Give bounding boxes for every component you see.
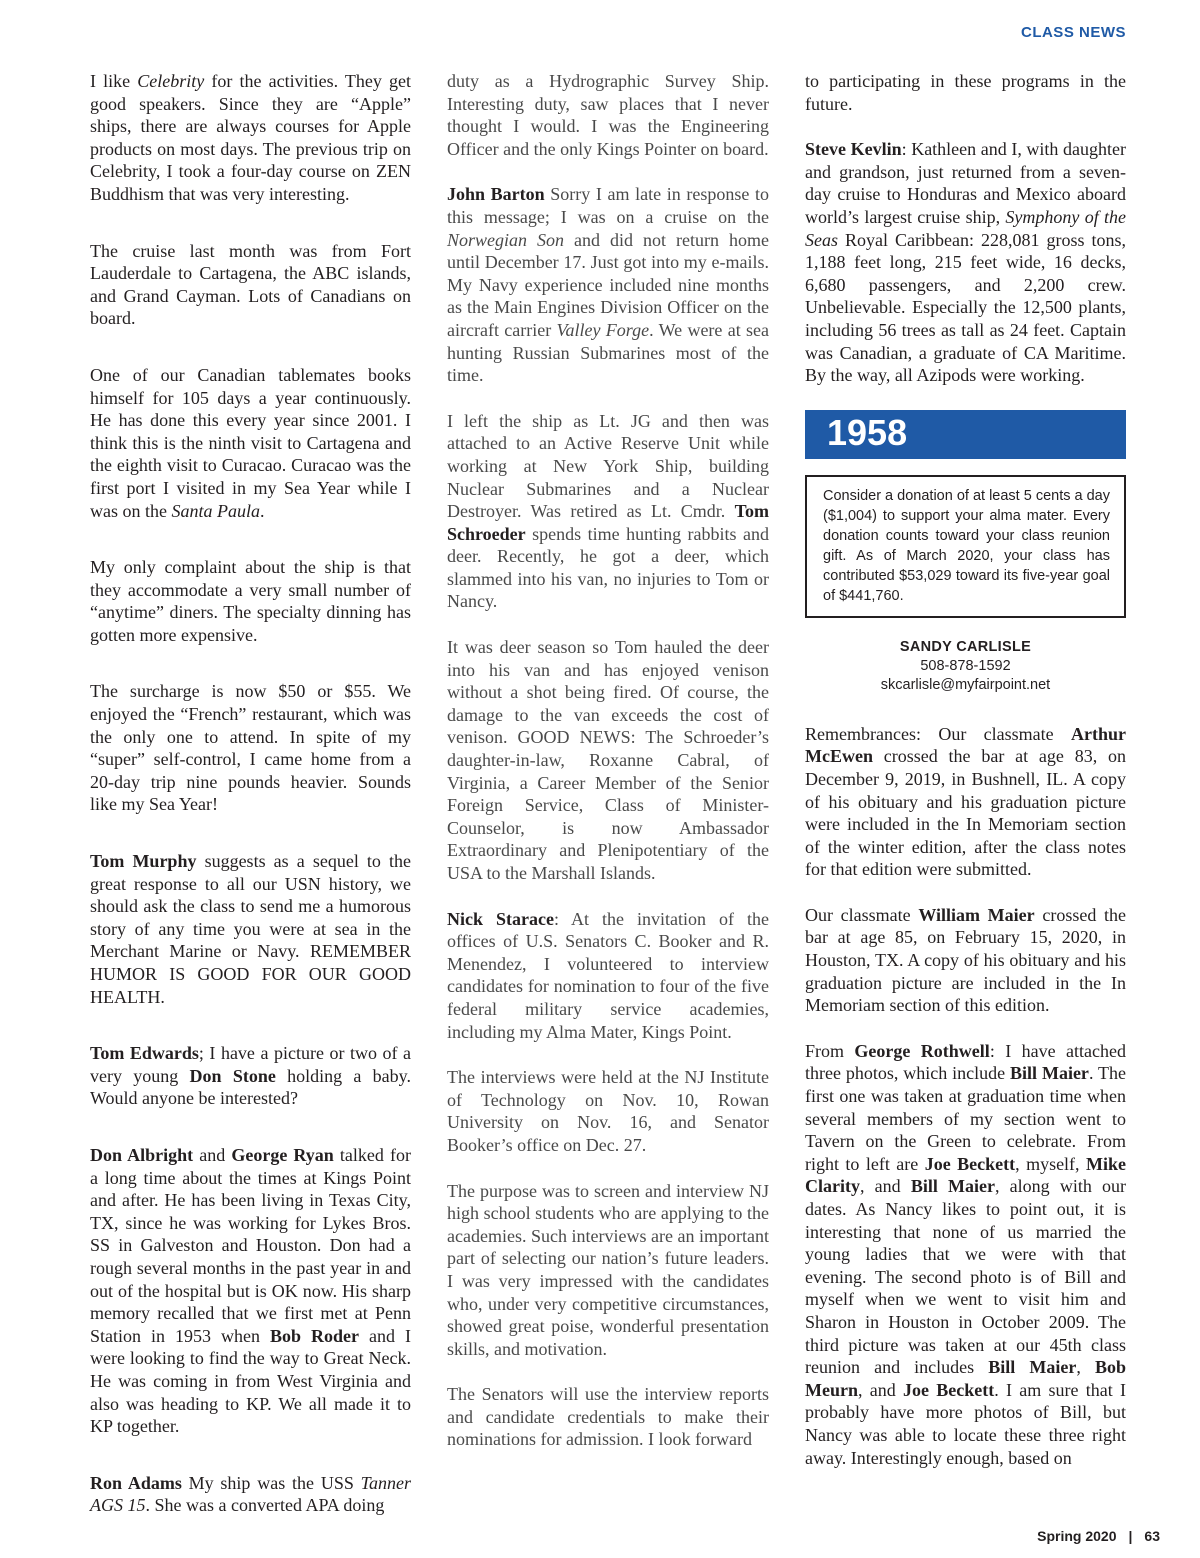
paragraph: to participating in these programs in the future.	[805, 71, 1126, 114]
secretary-email: skcarlisle@myfairpoint.net	[880, 676, 1051, 693]
classmate-name: Nick Starace	[447, 908, 554, 929]
classmate-name: Tom Edwards	[90, 1043, 199, 1064]
classmate-name: Steve Kevlin	[805, 139, 902, 160]
paragraph: Nick Starace: At the invitation of the offices of U.S. Senators C. Booker and R. Menendez, I volunteered to interview candidates for nomination to four of the five federal military service academies, including my Alma Mater, Kings Point.	[447, 908, 769, 1042]
paragraph: Tom Edwards; I have a picture or two of a very young Don Stone holding a baby. Would anyone be interested?	[90, 1043, 412, 1109]
page-footer	[1037, 1528, 1160, 1544]
section-header: CLASS NEWS	[1020, 24, 1126, 41]
donation-box: Consider a donation of at least 5 cents a day ($1,004) to support your alma mater. Every donation counts toward your class reunion gift. As of March 2020, your class has contributed $53,029 toward its five-year goal of $441,760.	[805, 475, 1126, 618]
paragraph: duty as a Hydrographic Survey Ship. Interesting duty, saw places that I never thought I would. I was the Engineering Officer and the only Kings Pointer on board.	[447, 71, 769, 159]
paragraph: The surcharge is now $50 or $55. We enjoyed the “French” restaurant, which was the only one to attend. In spite of my “super” self-control, I came home from a 20-day trip nine pounds heavier. Sounds like my Sea Year!	[90, 681, 411, 815]
paragraph: Ron Adams My ship was the USS Tanner AGS 15. She was a converted APA doing	[90, 1472, 411, 1516]
classmate-name: George Rothwell	[854, 1040, 990, 1061]
classmate-name: Bill Maier	[910, 1176, 995, 1197]
classmate-name: George Ryan	[231, 1144, 334, 1165]
paragraph: John Barton Sorry I am late in response to this message; I was on a cruise on the Norwegian Son and did not return home until December 17. Just got into my e-mails. My Navy experience included nine months as the Main Engines Division Officer on the aircraft carrier Valley Forge. We were at sea hunting Russian Submarines most of the time.	[447, 184, 769, 386]
classmate-name: Bill Maier	[1010, 1063, 1089, 1084]
classmate-name: Tom Murphy	[90, 851, 197, 872]
column-3	[805, 70, 1126, 1492]
classmate-name: John Barton	[447, 184, 545, 205]
paragraph: My only complaint about the ship is that they accommodate a very small number of “anytime” diners. The specialty dinning has gotten more expensive.	[90, 557, 411, 645]
paragraph: The Senators will use the interview reports and candidate credentials to make their nominations for admission. I look forward	[447, 1384, 769, 1450]
issue-label: Spring 2020	[1037, 1528, 1117, 1544]
paragraph: Our classmate William Maier crossed the bar at age 85, on February 15, 2020, in Houston, TX. A copy of his obituary and his graduation picture are included in the In Memoriam section of this edition.	[805, 904, 1126, 1016]
paragraph: From George Rothwell: I have attached three photos, which include Bill Maier. The first one was taken at graduation time when several members of my section went to Tavern on the Green to celebrate. From right to left are Joe Beckett, myself, Mike Clarity, and Bill Maier, along with our dates. As Nancy likes to point out, it is interesting that none of us married the young ladies that we were with that evening. The second photo is of Bill and myself when we went to visit him and Sharon in Houston in October 2009. The third picture was taken at our 45th class reunion and includes Bill Maier, Bob Meurn, and Joe Beckett. I am sure that I probably have more photos of Bill, but Nancy was able to locate these three right away. Interestingly enough, based on	[805, 1040, 1127, 1468]
paragraph: Steve Kevlin: Kathleen and I, with daughter and grandson, just returned from a seven-day cruise to Honduras and Mexico aboard world’s largest cruise ship, Symphony of the Seas Royal Caribbean: 228,081 gross tons, 1,188 feet long, 215 feet wide, 16 decks, 6,680 passengers, and 2,200 crew. Unbelievable. Especially the 12,500 plants, including 56 trees as tall as 24 feet. Captain was Canadian, a graduate of CA Maritime. By the way, all Azipods were working.	[805, 139, 1127, 386]
paragraph: The interviews were held at the NJ Institute of Technology on Nov. 10, Rowan University on Nov. 16, and Senator Booker’s office on Dec. 27.	[447, 1067, 769, 1155]
classmate-name: William Maier	[918, 904, 1035, 925]
classmate-name: Ron Adams	[90, 1472, 182, 1493]
classmate-name: Bob Roder	[270, 1325, 360, 1346]
classmate-name: Mike Clarity	[805, 1153, 1126, 1197]
paragraph: Don Albright and George Ryan talked for a long time about the times at Kings Point and after. He has been living in Texas City, TX, since he was working for Lykes Bros. SS in Galveston and Houston. Don had a rough several months in the past year in and out of the hospital but is OK now. His sharp memory recalled that we first met at Penn Station in 1953 when Bob Roder and I were looking to find the way to Great Neck. He was coming in from West Virginia and also was heading to KP. We all made it to KP together.	[90, 1144, 411, 1437]
column-1	[90, 70, 411, 1540]
paragraph: I left the ship as Lt. JG and then was attached to an Active Reserve Unit while working at New York Ship, building Nuclear Submarines and a Nuclear Destroyer. Was retired as Lt. Cmdr. Tom Schroeder spends time hunting rabbits and deer. Recently, he got a deer, which slammed into his van, no injuries to Tom or Nancy.	[447, 410, 769, 612]
paragraph: It was deer season so Tom hauled the deer into his van and has enjoyed venison without a shot being fired. Of course, the damage to the van exceeds the cost of venison. GOOD NEWS: The Schroeder’s daughter-in-law, Roxanne Cabral, of Virginia, a Career Member of the Senior Foreign Service, Class of Minister-Counselor, is now Ambassador Extraordinary and Plenipotentiary of the USA to the Marshall Islands.	[447, 637, 769, 883]
classmate-name: Don Albright	[90, 1144, 194, 1165]
class-year-banner: 1958	[805, 410, 1126, 459]
classmate-name: Bill Maier	[988, 1357, 1077, 1378]
classmate-name: Joe Beckett	[903, 1379, 995, 1400]
column-2	[447, 70, 769, 1474]
footer-separator: |	[1128, 1528, 1133, 1544]
page-number: 63	[1144, 1528, 1160, 1544]
paragraph: Tom Murphy suggests as a sequel to the great response to all our USN history, we should ask the class to send me a humorous story of any time you were at sea in the Merchant Marine or Navy. REMEMBER HUMOR IS GOOD FOR OUR GOOD HEALTH.	[90, 851, 412, 1007]
classmate-name: Bob Meurn	[805, 1357, 1127, 1400]
classmate-name: Tom Schroeder	[447, 501, 769, 544]
paragraph: The purpose was to screen and interview NJ high school students who are applying to the academies. Such interviews are an important part of selecting our nation’s future leaders. I was very impressed with the candidates who, under very competitive circumstances, showed great poise, wonderful presentation skills, and motivation.	[447, 1180, 769, 1359]
classmate-name: Arthur McEwen	[805, 723, 1126, 767]
paragraph: I like Celebrity for the activities. They get good speakers. Since they are “Apple” ships, there are always courses for Apple products on most days. The previous trip on Celebrity, I took a four-day course on ZEN Buddhism that was very interesting.	[90, 71, 411, 204]
classmate-name: Don Stone	[189, 1065, 276, 1086]
paragraph: One of our Canadian tablemates books himself for 105 days a year continuously. He has done this every year since 2001. I think this is the ninth visit to Cartagena and the eighth visit to Curacao. Curacao was the first port I visited in my Sea Year while I was on the Santa Paula.	[90, 364, 411, 521]
classmate-name: Joe Beckett	[924, 1153, 1016, 1174]
paragraph: The cruise last month was from Fort Lauderdale to Cartagena, the ABC islands, and Grand Cayman. Lots of Canadians on board.	[90, 240, 411, 329]
secretary-phone: 508-878-1592	[920, 657, 1011, 674]
secretary-name: SANDY CARLISLE	[899, 638, 1032, 655]
paragraph: Remembrances: Our classmate Arthur McEwen crossed the bar at age 83, on December 9, 2019, in Bushnell, IL. A copy of his obituary and his graduation picture were included in the In Memoriam section of the winter edition, after the class notes for that edition were submitted.	[805, 723, 1126, 880]
class-secretary-contact	[805, 638, 1126, 695]
